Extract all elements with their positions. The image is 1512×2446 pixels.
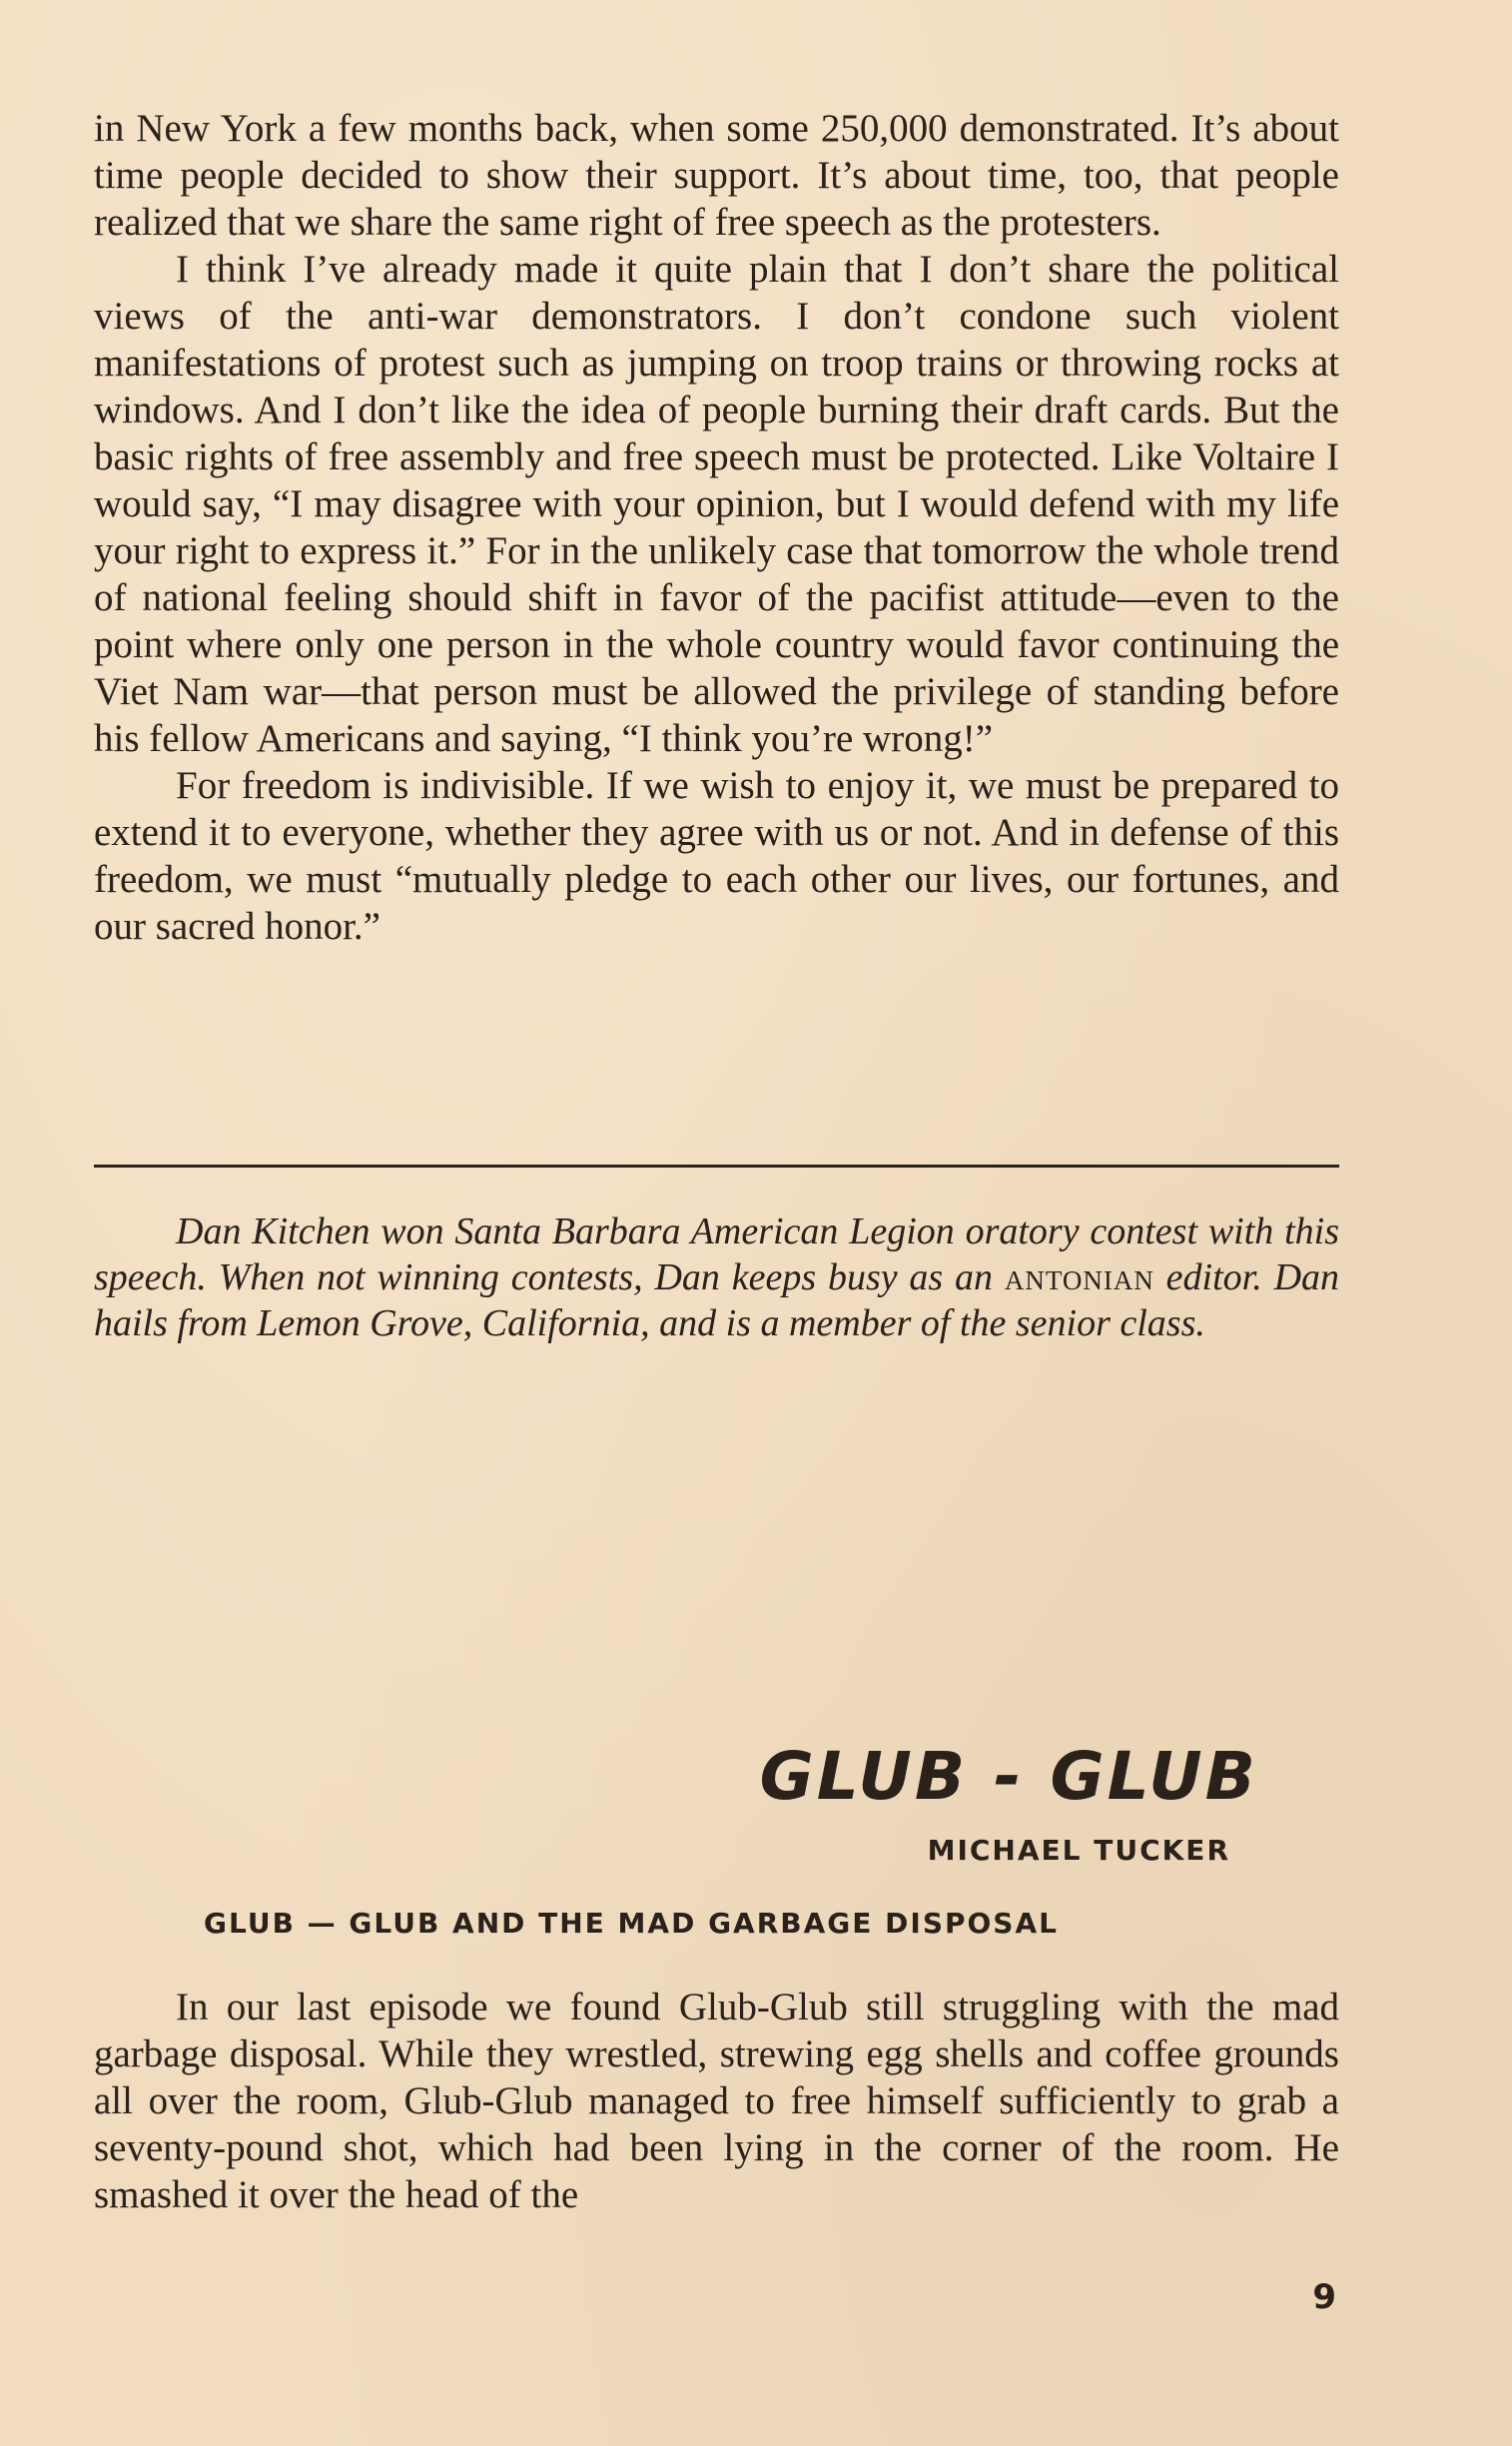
author-bio-antonian: antonian: [1004, 1256, 1154, 1298]
paragraph-political-views: I think I’ve already made it quite plain that I don’t share the political views of the anti-war demonstrators. I don’t condone such violent manifestations of protest such as jumping on troop trains or throwing rocks at windows. And I don’t like the idea of people burning their draft cards. But the basic rights of free assembly and free speech must be protected. Like Voltaire I would say, “I may disagree with your opinion, but I would defend with my life your right to express it.” For in the unlikely case that tomorrow the whole trend of national feeling should shift in favor of the pacifist attitude—even to the point where only one person in the whole country would favor continuing the Viet Nam war—that person must be allowed the privilege of standing before his fellow Americans and saying, “I think you’re wrong!”: [94, 248, 1339, 760]
page-number: 9: [1312, 2277, 1336, 2317]
glub-glub-text: [94, 1984, 1339, 2218]
article-subtitle: GLUB — GLUB AND THE MAD GARBAGE DISPOSAL: [204, 1907, 1059, 1940]
paragraph-freedom-indivisible: For freedom is indivisible. If we wish to enjoy it, we must be prepared to extend it to everyone, whether they agree with us or not. And in defense of this freedom, we must “mutually pledge to each other our lives, our fortunes, and our sacred honor.”: [94, 764, 1339, 948]
article-continued-text: [94, 105, 1339, 950]
author-bio-end: editor. Dan hails from Lemon Grove, California, and is a member of the senior class.: [94, 1256, 1340, 1344]
article-author: MICHAEL TUCKER: [927, 1834, 1230, 1867]
article-title: GLUB - GLUB: [759, 1738, 1258, 1815]
author-bio-start: Dan Kitchen won Santa Barbara American Legion oratory contest with this speech. When not winning contests, Dan keeps busy as an: [94, 1211, 1339, 1298]
author-bio: [94, 1209, 1339, 1346]
paragraph-last-episode: In our last episode we found Glub-Glub still struggling with the mad garbage disposal. While they wrestled, strewing egg shells and coffee grounds all over the room, Glub-Glub managed to free himself sufficiently to grab a seventy-pound shot, which had been lying in the corner of the room. He smashed it over the head of the: [94, 1986, 1339, 2216]
paragraph-continued: in New York a few months back, when some 250,000 demonstrated. It’s about time people decided to show their support. It’s about time, too, that people realized that we share the same right of free speech as the protesters.: [94, 107, 1339, 244]
section-divider: [94, 1165, 1339, 1168]
